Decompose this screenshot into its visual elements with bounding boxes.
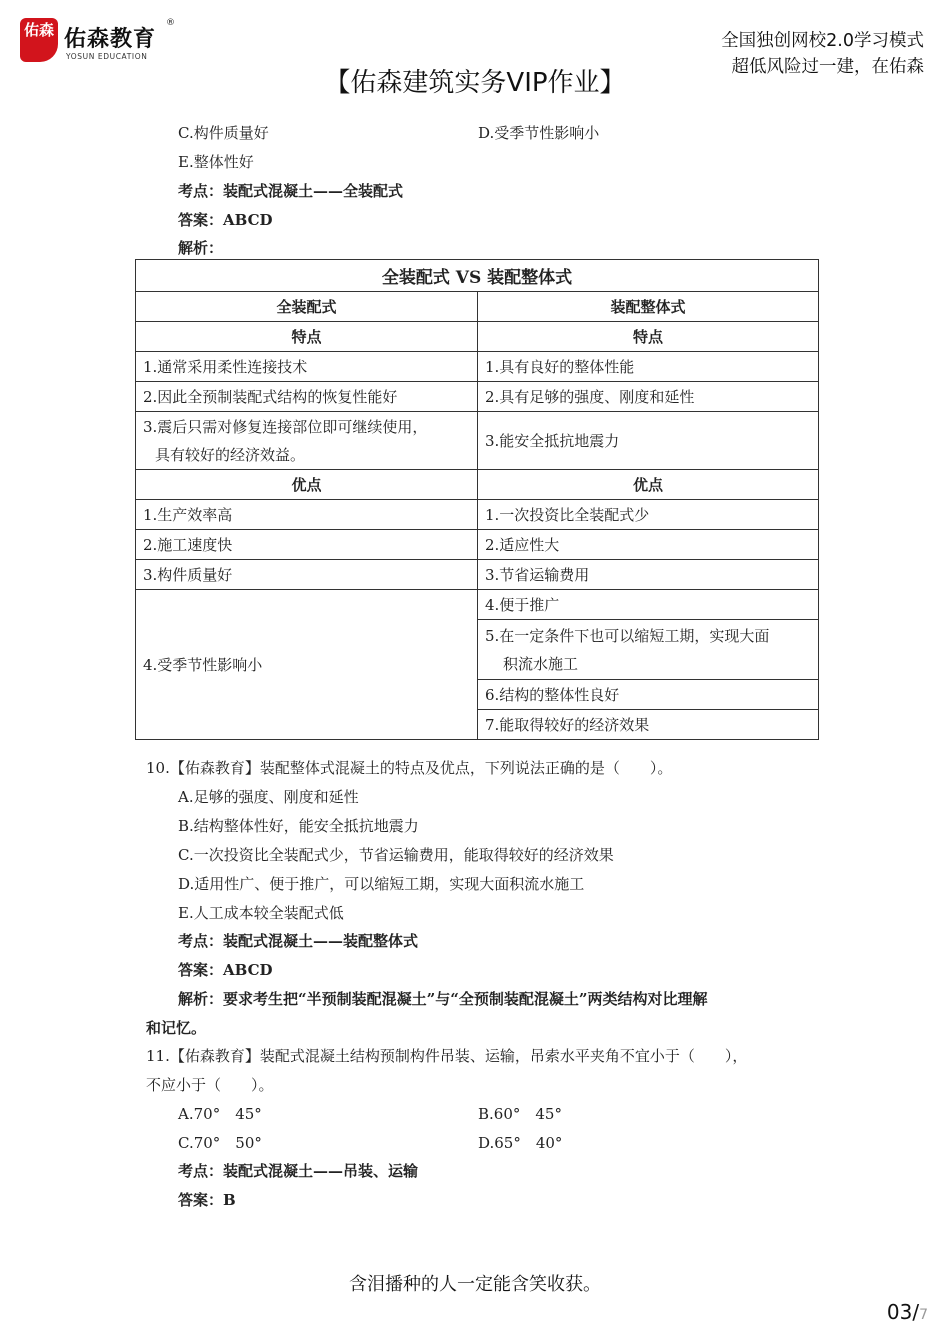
table-title-row [136, 260, 819, 292]
table-cell: 1.生产效率高 [136, 500, 478, 530]
table-cell: 4.便于推广 [478, 590, 819, 620]
table-section-row [136, 470, 819, 500]
q11-point: 考点：装配式混凝土——吊装、运输 [178, 1162, 419, 1180]
logo-mark-icon: 佑森 [20, 18, 58, 62]
table-row [136, 530, 819, 560]
footer-motto: 含泪播种的人一定能含笑收获。 [349, 1274, 601, 1295]
page-number [887, 1300, 928, 1324]
q10-option-c: C.一次投资比全装配式少，节省运输费用，能取得较好的经济效果 [178, 846, 614, 864]
header-slogan [721, 28, 924, 80]
table-row [136, 412, 819, 470]
table-title: 全装配式 VS 装配整体式 [136, 260, 819, 292]
cell-line: 5.在一定条件下也可以缩短工期，实现大面 [485, 626, 770, 645]
q10-answer: 答案：ABCD [178, 961, 273, 979]
q10-option-b: B.结构整体性好，能安全抵抗地震力 [178, 817, 419, 835]
q10-analysis-2: 和记忆。 [146, 1019, 207, 1037]
q10-option-e: E.人工成本较全装配式低 [178, 904, 344, 922]
table-cell: 6.结构的整体性良好 [478, 680, 819, 710]
table-row [136, 590, 819, 620]
table-cell: 2.因此全预制装配式结构的恢复性能好 [136, 382, 478, 412]
cell-line: 积流水施工 [503, 654, 579, 673]
table-cell: 2.具有足够的强度、刚度和延性 [478, 382, 819, 412]
advantage-label-left: 优点 [136, 470, 478, 500]
feature-label-right: 特点 [478, 322, 819, 352]
page-current: 03/ [886, 1300, 920, 1324]
table-cell: 1.一次投资比全装配式少 [478, 500, 819, 530]
q9-answer: 答案：ABCD [178, 211, 273, 229]
q11-option-c: C.70° 50° [178, 1134, 262, 1152]
q9-point: 考点：装配式混凝土——全装配式 [178, 182, 404, 200]
q11-option-a: A.70° 45° [178, 1105, 262, 1123]
q9-option-d: D.受季节性影响小 [478, 124, 600, 142]
table-cell [478, 620, 819, 680]
table-cell: 2.施工速度快 [136, 530, 478, 560]
table-cell: 4.受季节性影响小 [136, 590, 478, 740]
q10-point: 考点：装配式混凝土——装配整体式 [178, 932, 419, 950]
q11-stem-2: 不应小于（ ）。 [146, 1076, 274, 1094]
q11-stem-1: 11.【佑森教育】装配式混凝土结构预制构件吊装、运输，吊索水平夹角不宜小于（ ）， [146, 1047, 748, 1065]
q9-option-e: E.整体性好 [178, 153, 254, 171]
q11-option-b: B.60° 45° [478, 1105, 562, 1123]
table-cell [136, 412, 478, 470]
comparison-table [135, 259, 819, 740]
table-cell: 1.通常采用柔性连接技术 [136, 352, 478, 382]
table-row [136, 560, 819, 590]
table-cell: 2.适应性大 [478, 530, 819, 560]
brand-logo [20, 18, 175, 64]
q11-option-d: D.65° 40° [478, 1134, 563, 1152]
table-header-row [136, 292, 819, 322]
advantage-label-right: 优点 [478, 470, 819, 500]
registered-mark: ® [166, 18, 175, 28]
page-title: 【佑森建筑实务VIP作业】 [324, 68, 626, 98]
q10-option-d: D.适用性广、便于推广，可以缩短工期，实现大面积流水施工 [178, 875, 585, 893]
q10-option-a: A.足够的强度、刚度和延性 [178, 788, 359, 806]
table-row [136, 382, 819, 412]
q9-option-c: C.构件质量好 [178, 124, 269, 142]
col-header-left: 全装配式 [136, 292, 478, 322]
table-cell: 3.构件质量好 [136, 560, 478, 590]
slogan-line-1: 全国独创网校2.0学习模式 [721, 31, 924, 51]
q10-analysis-1: 解析：要求考生把“半预制装配混凝土”与“全预制装配混凝土”两类结构对比理解 [178, 990, 708, 1008]
table-cell: 1.具有良好的整体性能 [478, 352, 819, 382]
cell-line: 3.震后只需对修复连接部位即可继续使用， [143, 417, 428, 436]
q10-stem: 10.【佑森教育】装配整体式混凝土的特点及优点，下列说法正确的是（ ）。 [146, 759, 673, 777]
logo-name: 佑森教育 [64, 27, 157, 52]
cell-line: 具有较好的经济效益。 [155, 445, 306, 464]
logo-english: YOSUN EDUCATION [66, 52, 148, 61]
feature-label-left: 特点 [136, 322, 478, 352]
table-cell: 7.能取得较好的经济效果 [478, 710, 819, 740]
table-row [136, 500, 819, 530]
table-cell: 3.能安全抵抗地震力 [478, 412, 819, 470]
table-row [136, 352, 819, 382]
page-header [0, 0, 950, 110]
page-total: 7 [919, 1307, 928, 1323]
q9-analysis-label: 解析： [178, 239, 224, 257]
table-section-row [136, 322, 819, 352]
slogan-line-2: 超低风险过一建，在佑森 [731, 57, 924, 77]
table-cell: 3.节省运输费用 [478, 560, 819, 590]
col-header-right: 装配整体式 [478, 292, 819, 322]
q11-answer: 答案：B [178, 1191, 236, 1209]
